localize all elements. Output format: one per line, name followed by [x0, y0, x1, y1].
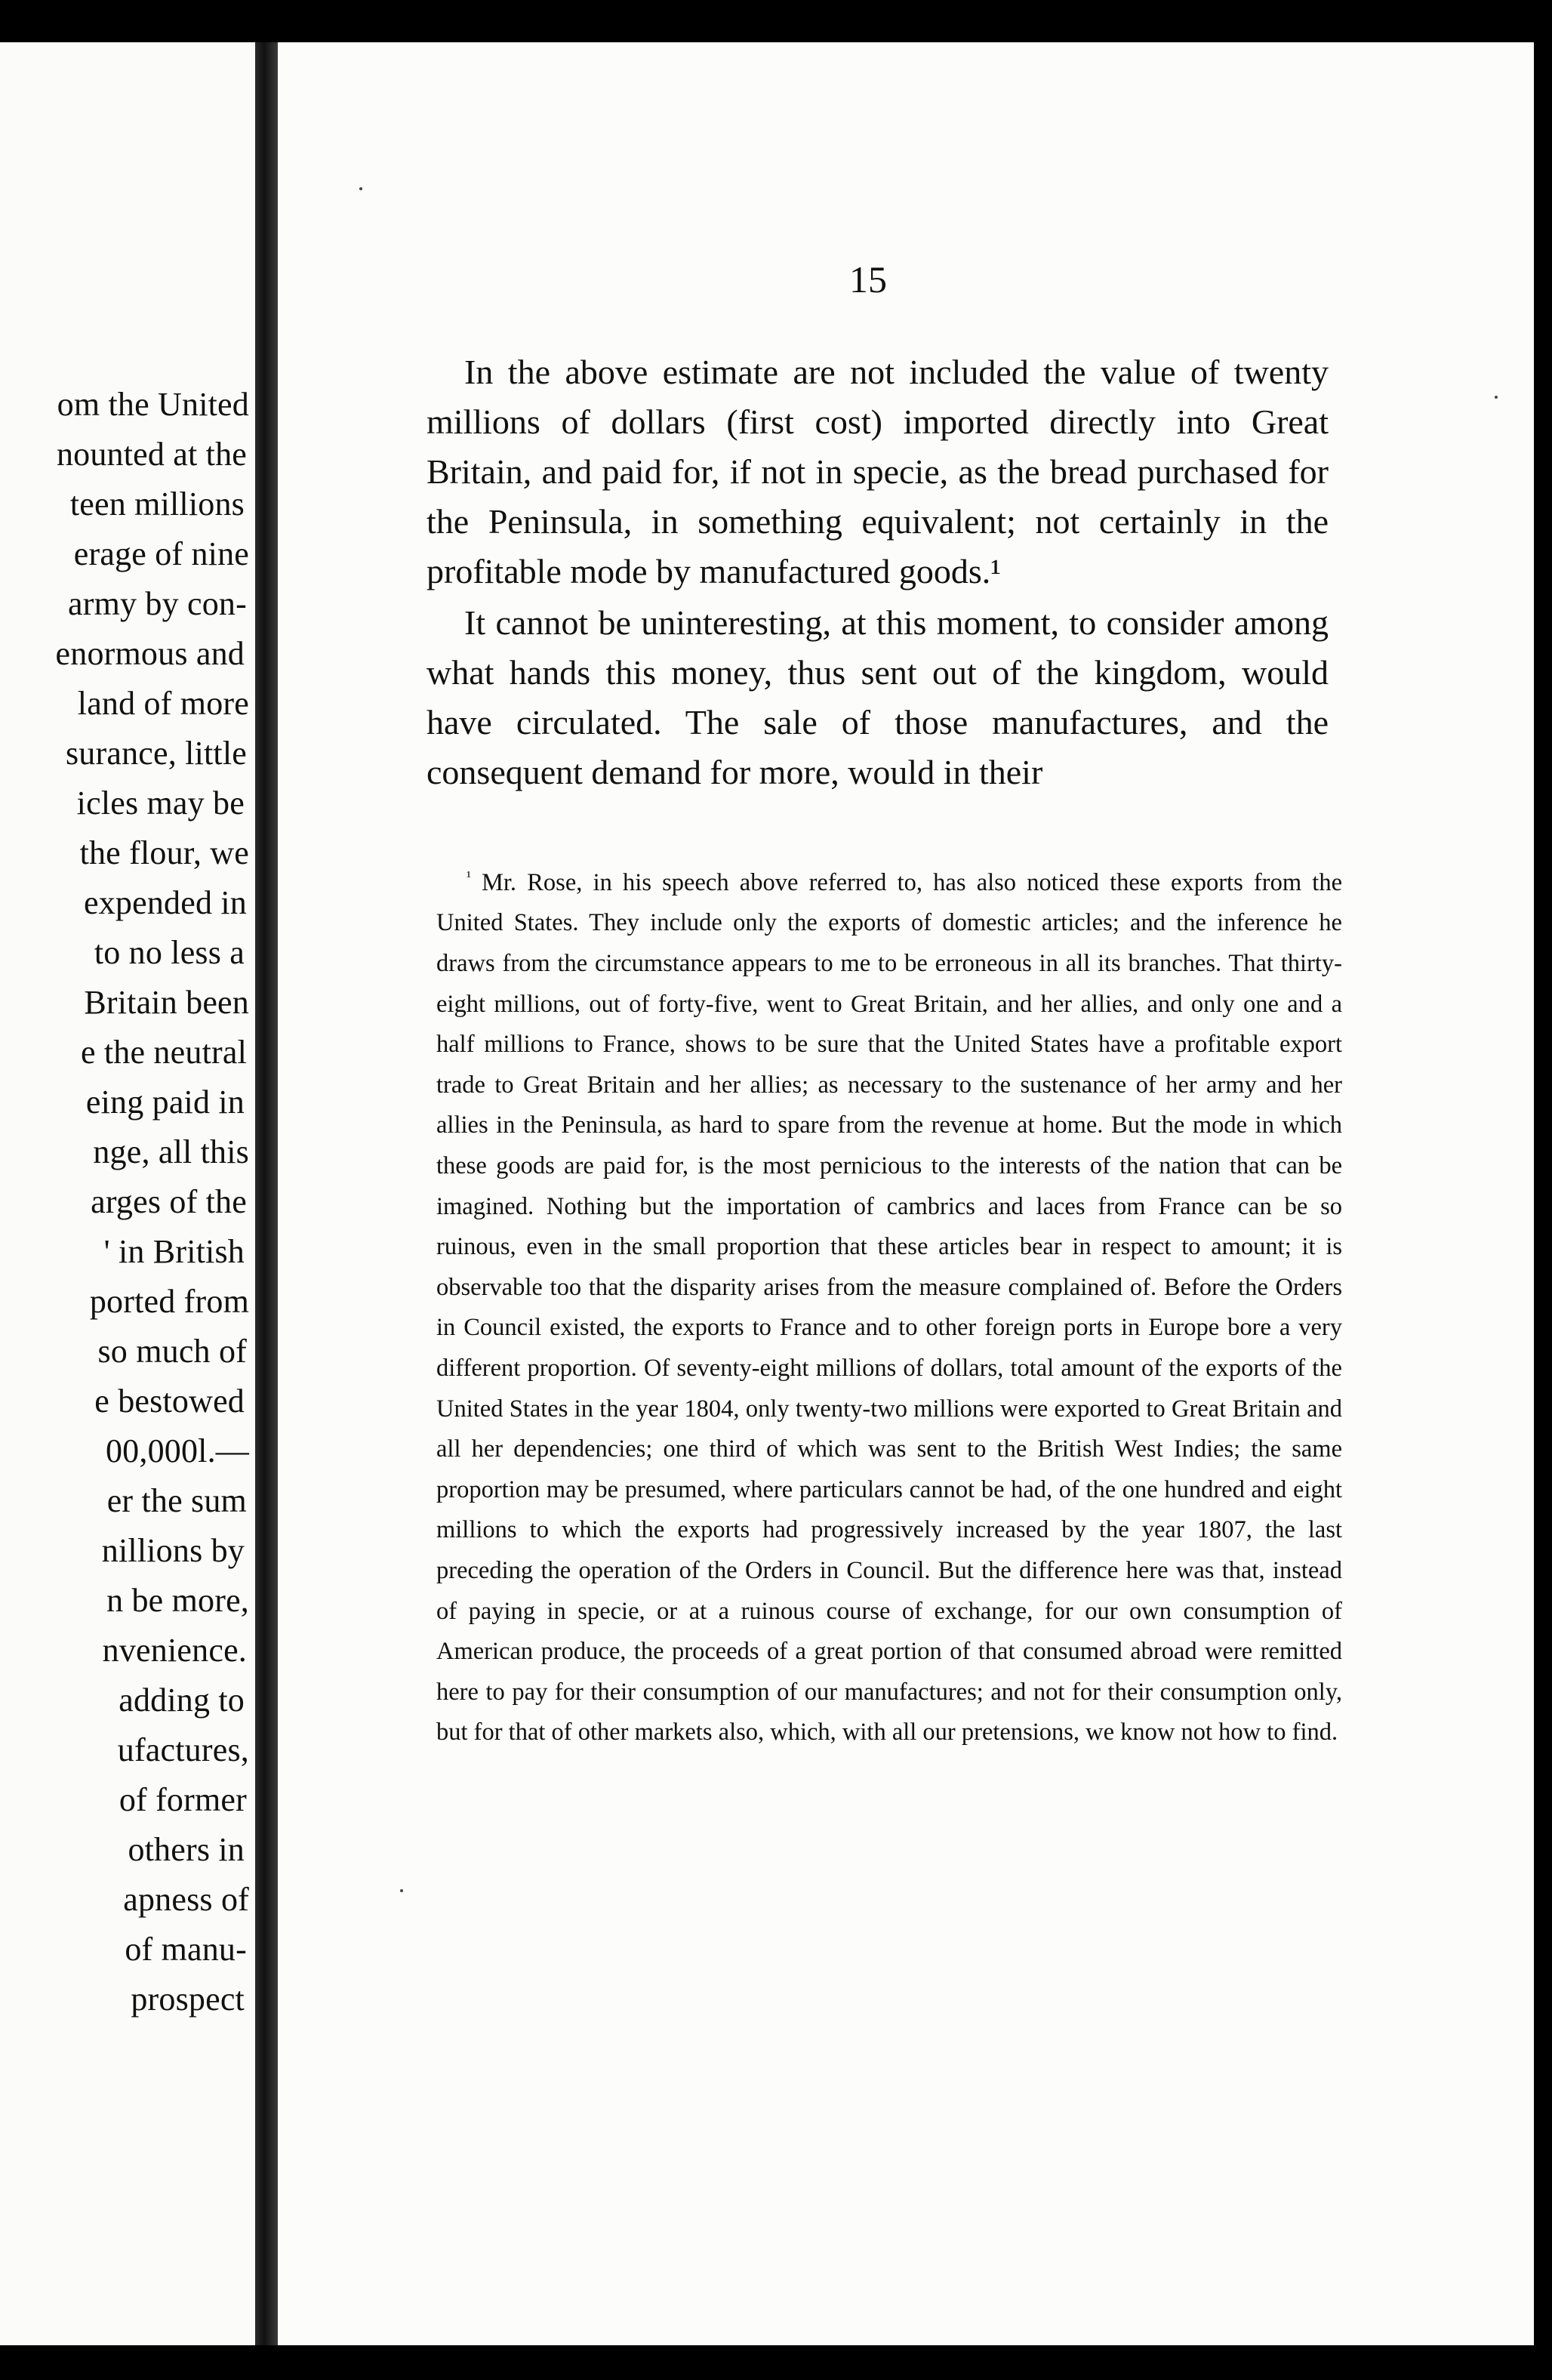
left-page-line: land of more — [77, 685, 249, 722]
left-page-line: prospect — [131, 1981, 245, 2018]
main-body-text — [426, 347, 1329, 797]
left-page-line: nillions by — [101, 1532, 245, 1569]
left-page-line: the flour, we — [79, 834, 249, 871]
right-page — [278, 42, 1534, 2345]
left-page-line: apness of — [123, 1881, 249, 1918]
left-page-line: adding to — [119, 1682, 245, 1719]
left-page-line: 00,000l.— — [105, 1432, 249, 1469]
left-page-line: arges of the — [91, 1183, 247, 1220]
speck-mark — [359, 187, 362, 190]
left-page-line: of manu- — [125, 1931, 247, 1968]
body-paragraph-1: In the above estimate are not included the value of twenty millions of dollars (first cost) imported directly into Great Britain, and paid for, if not in specie, as the bread purchased for the Peninsula, in something equivalent; not certainly in the profitable mode by manufactured goods.¹ — [426, 353, 1329, 590]
left-page-line: ' in British — [103, 1233, 245, 1270]
left-page-line: of former — [119, 1781, 247, 1818]
left-page-line: er the sum — [106, 1482, 247, 1519]
left-page-line: e bestowed — [94, 1383, 245, 1420]
left-page-line: expended in — [83, 884, 247, 921]
left-page-line: teen millions — [69, 486, 245, 523]
page-gutter — [255, 42, 278, 2345]
speck-mark — [1495, 396, 1498, 399]
left-page-line: others in — [128, 1831, 245, 1868]
left-page-line: to no less a — [94, 934, 245, 971]
left-page-line: nge, all this — [93, 1133, 249, 1170]
left-page-line: om the United — [57, 386, 249, 423]
speck-mark — [400, 1889, 403, 1892]
footnote — [436, 857, 1342, 1753]
left-page-line: ufactures, — [117, 1731, 249, 1768]
left-page-line: army by con- — [68, 585, 247, 622]
page-number: 15 — [849, 258, 887, 301]
left-page-line: enormous and — [55, 635, 245, 672]
footnote-text: Mr. Rose, in his speech above referred to, has also noticed these exports from the United States. They include only the exports of domestic articles; and the inference he draws from the circumstance appears to me to be erroneous in all its branches. That thirty-eight millions, out of forty-five, went to Great Britain, and her allies, and only one and a half millions to France, shows to be sure that the United States have a profitable export trade to Great Britain and her allies; as necessary to the sustenance of her army and her allies in the Peninsula, as hard to spare from the revenue at home. But the mode in which these goods are paid for, is the most pernicious to the interests of the nation that can be imagined. Nothing but the importation of cambrics and laces from France can be so ruinous, even in the small proportion that these articles bear in respect to amount; it is observable too that the disparity arises from the measure complained of. Before the Orders in Council existed, the exports to France and to other foreign ports in Europe bore a very different proportion. Of seventy-eight millions of dollars, total amount of the exports of the United States in the year 1804, only twenty-two millions were exported to Great Britain and all her dependencies; one third of which was sent to the British West Indies; the same proportion may be presumed, where particulars cannot be had, of the one hundred and eight millions to which the exports had progressively increased by the year 1807, the last preceding the operation of the Orders in Council. But the difference here was that, instead of paying in specie, or at a ruinous course of exchange, for our own consumption of American produce, the proceeds of a great portion of that consumed abroad were remitted here to pay for their consumption of our manufactures; and not for their consumption only, but for that of other markets also, which, with all our pretensions, we know not how to find. — [436, 868, 1342, 1746]
left-page-line: erage of nine — [73, 535, 249, 572]
body-paragraph-2: It cannot be uninteresting, at this moment, to consider among what hands this money, thus sent out of the kingdom, would have circulated. The sale of those manufactures, and the consequent demand for more, would in their — [426, 603, 1329, 791]
left-page-fragment — [0, 42, 255, 2345]
footnote-marker: ¹ — [467, 868, 471, 885]
left-page-line: nvenience. — [102, 1632, 247, 1669]
left-page-line: so much of — [97, 1333, 247, 1370]
left-page-line: Britain been — [84, 984, 249, 1021]
left-page-line: e the neutral — [80, 1034, 247, 1071]
left-page-line: icles may be — [76, 785, 245, 822]
left-page-line: ported from — [89, 1283, 249, 1320]
left-page-line: surance, little — [65, 735, 247, 772]
left-page-line: eing paid in — [85, 1084, 245, 1121]
left-page-line: nounted at the — [56, 436, 247, 473]
left-page-line: n be more, — [106, 1582, 249, 1619]
